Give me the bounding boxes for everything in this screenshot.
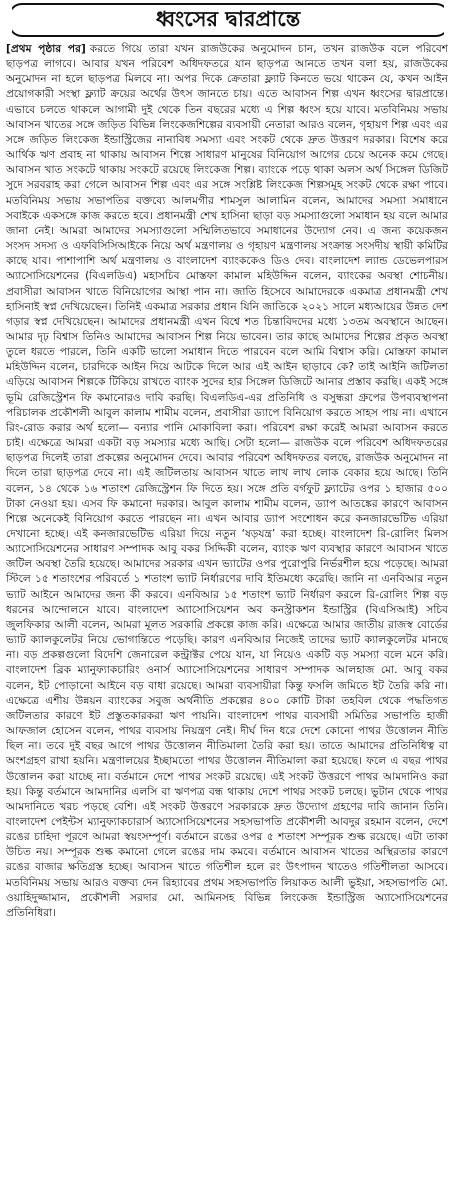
continuation-tag: [প্রথম পৃষ্ঠার পর] bbox=[6, 43, 86, 55]
article-body bbox=[6, 42, 448, 1192]
article-paragraph bbox=[6, 42, 448, 921]
article-text: করতে গিয়ে তারা যখন রাজউকের অনুমোদন চান, তখন রাজউক বলে পরিবেশ ছাড়পত্র লাগবে। আবার যখন পরিবেশ অধিদফতরে যান ছাড়পত্র আনতে তখন বলা হয়, রাজউকের অনুমোদন না হলে ছাড়পত্র মিলবে না। অপর দিকে ক্রেতারা ফ্ল্যাট কিনতে ভয়ে থাকেন যে, কখন আইন প্রয়োগকারী সংস্থা ফ্ল্যাট ক্রয়ের অর্থের উৎস জানতে চায়। এতে আবাসন শিল্প এখন ধ্বংসের দ্বারপ্রান্তে। এভাবে চলতে থাকলে আগামী দুই থেকে তিন বছরের মধ্যে এ শিল্প ধ্বংস হয়ে যাবে। মতবিনিময় সভায় আবাসন খাতের সঙ্গে জড়িত বিভিন্ন লিংকেজশিল্পের ব্যবসায়ী নেতারা আরও বলেন, গৃহায়ণ শিল্প এবং এর সঙ্গে জড়িত লিংকেজ ইন্ডাস্ট্রিজের নানাবিধ সমস্যা এবং সংকট থেকে দ্রুত উত্তরণ দরকার। বিশেষ করে আর্থিক ঋণ প্রবাহ না থাকায় আবাসন শিল্পে সাধারণ মানুষের বিনিয়োগ আগের চেয়ে অনেক কমে গেছে। আবাসন খাত সংকটে থাকায় সংকটে রয়েছে লিংকেজ শিল্প। ব্যাংকে পড়ে থাকা অলস অর্থ সিঙ্গেল ডিজিট সুদে সরবরাহ করা গেলে আবাসন শিল্প এবং এর সঙ্গে সংশ্লিষ্ট লিংকেজ শিল্পসমূহ সংকট থেকে রক্ষা পাবে। মতবিনিময় সভায় সভাপতির বক্তব্যে আলমগীর শামসুল আলামিন বলেন, আমাদের সমস্যা সমাধানে সবাইকে একসঙ্গে কাজ করতে হবে। প্রধানমন্ত্রী শেখ হাসিনা ছাড়া বড় সমস্যাগুলো সমাধান হয় বলে আমার জানা নেই। আমরা আমাদের সমস্যাগুলো সম্মিলিতভাবে সমাধানের উদ্যোগ নেব। এ জন্য কয়েকজন সংসদ সদস্য ও এফবিসিসিআইকে নিয়ে অর্থ মন্ত্রণালয় ও গৃহায়ণ মন্ত্রণালয় সংক্রান্ত সংসদীয় স্থায়ী কমিটির কাছে যাব। পাশাপাশি অর্থ মন্ত্রণালয় ও বাংলাদেশ ব্যাংককেও ডিও দেব। বাংলাদেশ ল্যান্ড ডেভেলপারস অ্যাসোসিয়েশনের (বিএলডিএ) মহাসচিব মোস্তফা কামাল মহিউদ্দিন বলেন, ব্যাংকের অবস্থা শোচনীয়। প্রবাসীরা আবাসন খাতে বিনিয়োগের আস্থা পান না। জাতি হিসেবে আমাদেরকে একমাত্র প্রধানমন্ত্রী শেখ হাসিনাই স্বপ্ন দেখিয়েছেন। তিনিই একমাত্র সরকার প্রধান যিনি জাতিকে ২০২১ সালে মধ্যআয়ের উন্নত দেশ গড়ার স্বপ্ন দেখিয়েছেন। আমাদের প্রধানমন্ত্রী এখন বিশ্বে শত চিন্তাবিদদের মধ্যে ১৩তম অবস্থানে আছেন। আমার দৃঢ় বিশ্বাস তিনিও আমাদের আবাসন শিল্প নিয়ে ভাবেন। তার কাছে আমাদের শিল্পের প্রকৃত অবস্থা তুলে ধরতে পারলে, তিনি একটি ভালো সমাধান দিতে পারবেন বলে আমি বিশ্বাস করি। মোস্তফা কামাল মহিউদ্দিন বলেন, চারদিকে আইন দিয়ে আটকে দিলে আর এই আইন ছাড়াবে কে? তাই আইনি জটিলতা এড়িয়ে আবাসন শিল্পকে টিকিয়ে রাখতে ব্যাংক সুদের হার সিঙ্গেল ডিজিটে আনার প্রস্তাব করছি। একই সঙ্গে ভূমি রেজিস্ট্রেশন ফি কমানোরও দাবি করছি। বিএলডিএ-এর প্রতিনিধি ও বসুন্ধরা গ্রুপের উপব্যবস্থাপনা পরিচালক প্রকৌশলী আবুল কালাম শামীম বলেন, প্রবাসীরা ড্যাপে বিনিয়োগ করতে সাহস পায় না। এখানে রিং-রোড করার অর্থ হলো— বন্যার পানি মোকাবিলা করা। পরিবেশ রক্ষা করেই আমরা আবাসন করতে চাই। এক্ষেত্রে আমরা একটা বড় সমস্যার মধ্যে আছি। সেটা হলো— রাজউক বলে পরিবেশ অধিদফতরের ছাড়পত্র দিলেই তারা প্রকল্পের অনুমোদন দেবে। আবার পরিবেশ অধিদফতর বলছে, রাজউক অনুমোদন না দিলে তারা ছাড়পত্র দেবে না। এই জটিলতায় আবাসন খাতে লাখ লাখ লোক বেকার হয়ে আছে। তিনি বলেন, ১৪ থেকে ১৬ শতাংশ রেজিস্ট্রেশন ফি দিতে হয়। সঙ্গে প্রতি বর্গফুট ফ্ল্যাটের ওপর ১ হাজার ৫০০ টাকা নেওয়া হয়। এসব ফি কমানো দরকার। আবুল কালাম শামীম বলেন, ড্যাপ আতঙ্কের কারণে আবাসন শিল্পে অনেকেই বিনিয়োগ করতে পারছেন না। এখন আবার ড্যাপ সংশোধন করে কনজারভেটিভ এরিয়া দেখানো হচ্ছে। এই কনজারভেটিভ এরিয়া দিয়ে নতুন ‘ষড়যন্ত্র’ করা হচ্ছে। বাংলাদেশ রি-রোলিং মিলস অ্যাসোসিয়েশনের সাধারণ সম্পাদক আবু বকর সিদ্দিকী বলেন, ব্যাংক ঋণ ব্যবস্থার কারণে আবাসন খাতে জটিল অবস্থা তৈরি হয়েছে। আমাদের সরকার এখন ভ্যাটের ওপর পুরোপুরি নির্ভরশীল হয়ে পড়েছে। আমরা স্টিলে ১৫ শতাংশের পরিবর্তে ১ শতাংশ ভ্যাট নির্ধারণের দাবি ইতিমধ্যে করেছি। জানি না এনবিআর নতুন ভ্যাট আইনে আমাদের জন্য কী করবে। এনবিআর ১৫ শতাংশ ভ্যাট নির্ধারণ করলে রি-রোলিং শিল্প বড় ধরনের আন্দোলনে যাবে। বাংলাদেশ অ্যাসোসিয়েশন অব কনস্ট্রাকশন ইন্ডাস্ট্রির (বিএসিআই) সচিব জুলফিকার আলী বলেন, আমরা মূলত সরকারি প্রকল্পে কাজ করি। এক্ষেত্রে আমার জাতীয় রাজস্ব বোর্ডের ভ্যাট ক্যালকুলেটর নিয়ে ভোগান্তিতে পড়েছি। কারণ এনবিআর নিজেই তাদের ভ্যাট ক্যালকুলেটর মানছে না। বড় প্রকল্পগুলো বিদেশি জেনারেল কন্ট্রাক্টর পেয়ে যান, যা নিয়েও একটি বড় সমস্যা বলে মনে করি। বাংলাদেশ ব্রিক ম্যানুফ্যাকচারিং ওনার্স অ্যাসোসিয়েশনের সাধারণ সম্পাদক আলহাজ মো. আবু বকর বলেন, ইট পোড়ানো আইনে বড় বাধা রয়েছে। আমরা ব্যবসায়ীরা কিন্তু ফসলি জমিতে ইট তৈরি করি না। এক্ষেত্রে এশীয় উন্নয়ন ব্যাংকের সবুজ অর্থনীতি প্রকল্পের ৪০০ কোটি টাকা তহবিল থেকে পদ্ধতিগত জটিলতার কারণে ইট প্রস্তুতকারকরা ঋণ পায়নি। বাংলাদেশ পাথর ব্যবসায়ী সমিতির সভাপতি হাজী আফজাল হোসেন বলেন, পাথর ব্যবসায় নিয়ন্ত্রণ নেই। দীর্ঘ দিন ধরে দেশে কোনো পাথর উত্তোলন নীতি ছিল না। তবে দুই বছর আগে পাথর উত্তোলন নীতিমালা তৈরি করা হয়। তাতে আমাদের প্রতিনিধিত্ব বা অংশগ্রহণ রাখা হয়নি। মন্ত্রণালয়ের ইচ্ছামতো পাথর উত্তোলন নীতিমালা করা হয়েছে। ফলে এ বছর পাথর উত্তোলন করা যাচ্ছে না। বর্তমানে দেশে পাথর সংকট রয়েছে। এই সংকট উত্তরণে পাথর আমদানিও করা হয়। কিন্তু বর্তমানে আমদানির এলসি বা ঋণপত্র বন্ধ থাকায় দেশে পাথর সংকট চলছে। ভুটান থেকে পাথর আমদানিতে খরচ পড়ছে বেশি। এই সংকট উত্তরণে সরকারকে দ্রুত উদ্যোগ গ্রহণের দাবি জানান তিনি। বাংলাদেশ পেইন্টস ম্যানুফ্যাকচারার্স অ্যাসোসিয়েশনের সহসভাপতি প্রকৌশলী আবদুর রহমান বলেন, দেশে রঙের চাহিদা পূরণে আমরা স্বয়ংসম্পূর্ণ। বর্তমানে রঙের ওপর ৫ শতাংশ সম্পূরক শুল্ক রয়েছে। এটা তাকা উচিত নয়। সম্পূরক শুল্ক কমানো গেলে রঙের দাম কমবে। বর্তমানে আবাসন খাতের অস্থিরতার কারণে রঙের বাজার ক্ষতিগ্রস্ত হচ্ছে। আবাসন খাতে গতিশীল হলে রং উৎপাদন খাতেও গতিশীলতা আসবে। মতবিনিময় সভায় আরও বক্তব্য দেন রিহ্যাবের প্রথম সহসভাপতি লিয়াকত আলী ভুইয়া, সহসভাপতি মো. ওয়াহিদুজ্জামান, প্রকৌশলী সরদার মো. আমিনসহ বিভিন্ন লিংকেজ ইন্ডাস্ট্রিজ অ্যাসোসিয়েশনের প্রতিনিধিরা। bbox=[6, 43, 448, 919]
headline-banner bbox=[0, 0, 456, 40]
headline: ধ্বংসের দ্বারপ্রান্তে bbox=[155, 6, 301, 31]
